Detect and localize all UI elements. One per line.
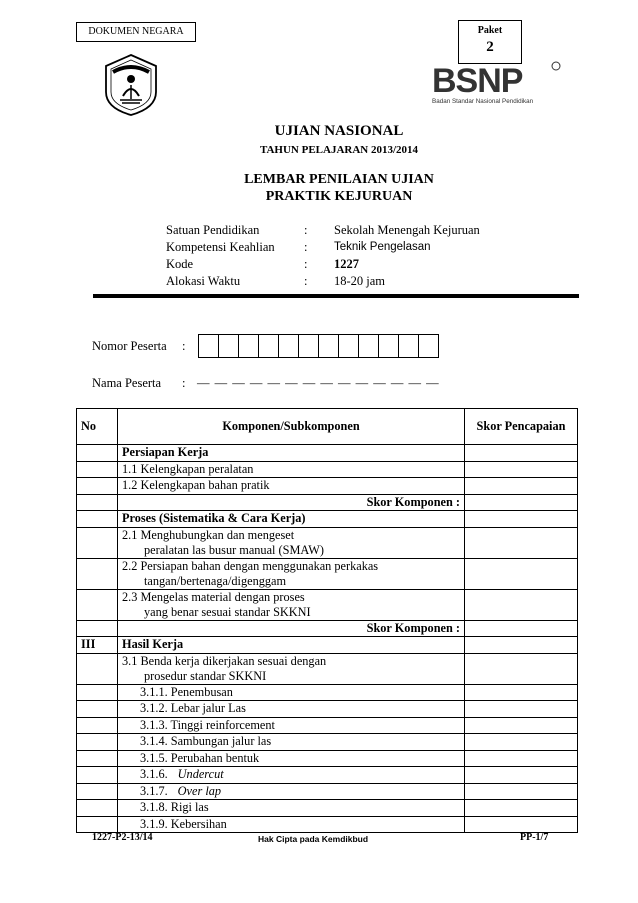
- row-number: [77, 717, 118, 734]
- score-cell[interactable]: [465, 767, 578, 784]
- score-cell[interactable]: [465, 637, 578, 654]
- nama-peserta-label: Nama Peserta: [92, 376, 162, 390]
- component-text: 3.1.7.: [140, 783, 168, 798]
- nomor-peserta-boxes[interactable]: [198, 334, 439, 358]
- table-row: [77, 589, 578, 620]
- score-cell[interactable]: [465, 800, 578, 817]
- row-component: [118, 734, 465, 751]
- component-text: 2.2 Persiapan bahan dengan menggunakan perkakas: [122, 558, 379, 573]
- row-component: [118, 783, 465, 800]
- component-text: 3.1.9. Kebersihan: [140, 816, 227, 831]
- component-text: 3.1.2. Lebar jalur Las: [140, 701, 246, 715]
- row-number: [77, 767, 118, 784]
- info-value: Teknik Pengelasan: [334, 241, 431, 253]
- digit-box[interactable]: [419, 335, 439, 357]
- nama-peserta-line[interactable]: — — — — — — — — — — — — — —: [197, 376, 440, 390]
- info-key: Satuan Pendidikan: [166, 223, 260, 237]
- component-text: 1.1 Kelengkapan peralatan: [122, 461, 254, 476]
- row-number: [77, 701, 118, 718]
- paket-number: 2: [486, 39, 494, 55]
- component-text: Skor Komponen :: [366, 494, 460, 509]
- bsnp-logo: [432, 60, 562, 106]
- row-component: [118, 653, 465, 684]
- info-value: 18-20 jam: [334, 274, 386, 288]
- title-tahun-pelajaran: TAHUN PELAJARAN 2013/2014: [259, 144, 419, 156]
- row-number: [77, 527, 118, 558]
- row-component: [118, 445, 465, 462]
- score-cell[interactable]: [465, 558, 578, 589]
- info-key: Kode: [166, 257, 194, 271]
- row-component: [118, 478, 465, 495]
- row-component: [118, 701, 465, 718]
- digit-box[interactable]: [319, 335, 339, 357]
- digit-box[interactable]: [279, 335, 299, 357]
- info-colon: :: [304, 274, 308, 288]
- row-component: [118, 816, 465, 833]
- score-cell[interactable]: [465, 445, 578, 462]
- score-cell[interactable]: [465, 494, 578, 511]
- assessment-table: [76, 408, 578, 833]
- digit-box[interactable]: [199, 335, 219, 357]
- component-text: Hasil Kerja: [122, 637, 184, 651]
- dokumen-negara-label: DOKUMEN NEGARA: [76, 22, 196, 42]
- score-cell[interactable]: [465, 461, 578, 478]
- component-text: 3.1 Benda kerja dikerjakan sesuai dengan: [122, 653, 327, 668]
- bsnp-caption: Badan Standar Nasional Pendidikan: [432, 98, 534, 105]
- component-text: 3.1.6.: [140, 767, 168, 781]
- row-component: [118, 684, 465, 701]
- score-cell[interactable]: [465, 478, 578, 495]
- table-row: [77, 511, 578, 528]
- row-component: [118, 558, 465, 589]
- table-row: [77, 558, 578, 589]
- row-number: [77, 783, 118, 800]
- table-row: [77, 653, 578, 684]
- score-cell[interactable]: [465, 589, 578, 620]
- score-cell[interactable]: [465, 620, 578, 637]
- info-colon: :: [304, 257, 308, 271]
- row-number: [77, 750, 118, 767]
- row-component: [118, 527, 465, 558]
- table-row: [77, 717, 578, 734]
- component-text: Persiapan Kerja: [122, 445, 209, 459]
- score-cell[interactable]: [465, 701, 578, 718]
- row-component: [118, 494, 465, 511]
- table-row: [77, 816, 578, 833]
- component-text: Skor Komponen :: [366, 620, 460, 635]
- table-row: [77, 620, 578, 637]
- title-ujian-nasional: UJIAN NASIONAL: [274, 123, 404, 139]
- digit-box[interactable]: [299, 335, 319, 357]
- footer-page: PP-1/7: [520, 832, 549, 843]
- row-number: [77, 589, 118, 620]
- row-component: [118, 589, 465, 620]
- digit-box[interactable]: [359, 335, 379, 357]
- component-text-continued: yang benar sesuai standar SKKNI: [144, 604, 311, 619]
- paket-label: Paket: [477, 25, 503, 36]
- component-text: 3.1.8. Rigi las: [140, 800, 209, 814]
- table-body: [77, 445, 578, 833]
- row-component: [118, 717, 465, 734]
- row-number: [77, 734, 118, 751]
- score-cell[interactable]: [465, 816, 578, 833]
- divider-line: [93, 294, 579, 298]
- digit-box[interactable]: [379, 335, 399, 357]
- table-row: [77, 684, 578, 701]
- table-header-row: [77, 409, 578, 445]
- row-number: [77, 511, 118, 528]
- component-text-continued: tangan/bertenaga/digenggam: [144, 573, 287, 588]
- component-text-continued: prosedur standar SKKNI: [144, 668, 267, 683]
- row-component: [118, 637, 465, 654]
- digit-box[interactable]: [399, 335, 419, 357]
- header-no: No: [77, 409, 118, 445]
- info-value: 1227: [334, 257, 359, 271]
- component-text: 2.1 Menghubungkan dan mengeset: [122, 527, 295, 542]
- row-component: [118, 511, 465, 528]
- info-value: Sekolah Menengah Kejuruan: [334, 223, 480, 237]
- component-italic-text: Undercut: [177, 767, 224, 781]
- digit-box[interactable]: [259, 335, 279, 357]
- table-row: [77, 445, 578, 462]
- nomor-peserta-colon: :: [182, 339, 186, 353]
- info-key: Alokasi Waktu: [166, 274, 241, 288]
- info-row: [166, 256, 480, 273]
- row-number: [77, 445, 118, 462]
- info-key: Kompetensi Keahlian: [166, 240, 275, 254]
- row-number: [77, 816, 118, 833]
- title-lembar-penilaian: LEMBAR PENILAIAN UJIAN: [244, 172, 434, 187]
- score-cell[interactable]: [465, 734, 578, 751]
- row-number: [77, 653, 118, 684]
- table-row: [77, 800, 578, 817]
- component-text-continued: peralatan las busur manual (SMAW): [144, 542, 324, 557]
- footer-code: 1227-P2-13/14: [92, 832, 153, 843]
- row-number: [77, 800, 118, 817]
- score-cell[interactable]: [465, 750, 578, 767]
- score-cell[interactable]: [465, 653, 578, 684]
- info-row: [166, 273, 480, 290]
- table-row: [77, 527, 578, 558]
- table-row: [77, 701, 578, 718]
- score-cell[interactable]: [465, 527, 578, 558]
- row-number: [77, 620, 118, 637]
- table-row: [77, 734, 578, 751]
- table-row: [77, 461, 578, 478]
- paket-box: [458, 20, 522, 64]
- exam-info: [166, 222, 480, 290]
- score-cell[interactable]: [465, 783, 578, 800]
- row-component: [118, 620, 465, 637]
- row-number: [77, 478, 118, 495]
- score-cell[interactable]: [465, 717, 578, 734]
- row-component: [118, 800, 465, 817]
- component-italic-text: Over lap: [177, 783, 222, 798]
- info-colon: :: [304, 240, 308, 254]
- digit-box[interactable]: [219, 335, 239, 357]
- row-number: [77, 558, 118, 589]
- component-text: 3.1.1. Penembusan: [140, 684, 233, 699]
- table-row: [77, 494, 578, 511]
- table-row: [77, 783, 578, 800]
- tut-wuri-handayani-logo: [100, 52, 162, 118]
- component-text: 3.1.5. Perubahan bentuk: [140, 750, 260, 765]
- row-number: [77, 461, 118, 478]
- header-skor: Skor Pencapaian: [465, 409, 578, 445]
- table-row: [77, 750, 578, 767]
- footer-copyright: Hak Cipta pada Kemdikbud: [258, 834, 369, 844]
- header-komponen: Komponen/Subkomponen: [118, 409, 465, 445]
- table-row: [77, 767, 578, 784]
- component-text: 1.2 Kelengkapan bahan pratik: [122, 478, 270, 492]
- digit-box[interactable]: [239, 335, 259, 357]
- row-number: III: [77, 637, 118, 654]
- nama-peserta-colon: :: [182, 376, 186, 390]
- component-text: 2.3 Mengelas material dengan proses: [122, 589, 305, 604]
- row-component: [118, 461, 465, 478]
- row-number: [77, 494, 118, 511]
- info-row: [166, 222, 480, 239]
- nomor-peserta-label: Nomor Peserta: [92, 339, 167, 353]
- table-row: [77, 637, 578, 654]
- table-row: [77, 478, 578, 495]
- score-cell[interactable]: [465, 684, 578, 701]
- title-praktik-kejuruan: PRAKTIK KEJURUAN: [265, 189, 413, 204]
- score-cell[interactable]: [465, 511, 578, 528]
- component-text: 3.1.3. Tinggi reinforcement: [140, 717, 275, 732]
- row-component: [118, 750, 465, 767]
- info-row: [166, 239, 480, 256]
- component-text: 3.1.4. Sambungan jalur las: [140, 734, 272, 748]
- bsnp-logo-text: BSNP: [432, 62, 523, 100]
- digit-box[interactable]: [339, 335, 359, 357]
- component-text: Proses (Sistematika & Cara Kerja): [122, 511, 306, 525]
- row-number: [77, 684, 118, 701]
- info-colon: :: [304, 223, 308, 237]
- row-component: [118, 767, 465, 784]
